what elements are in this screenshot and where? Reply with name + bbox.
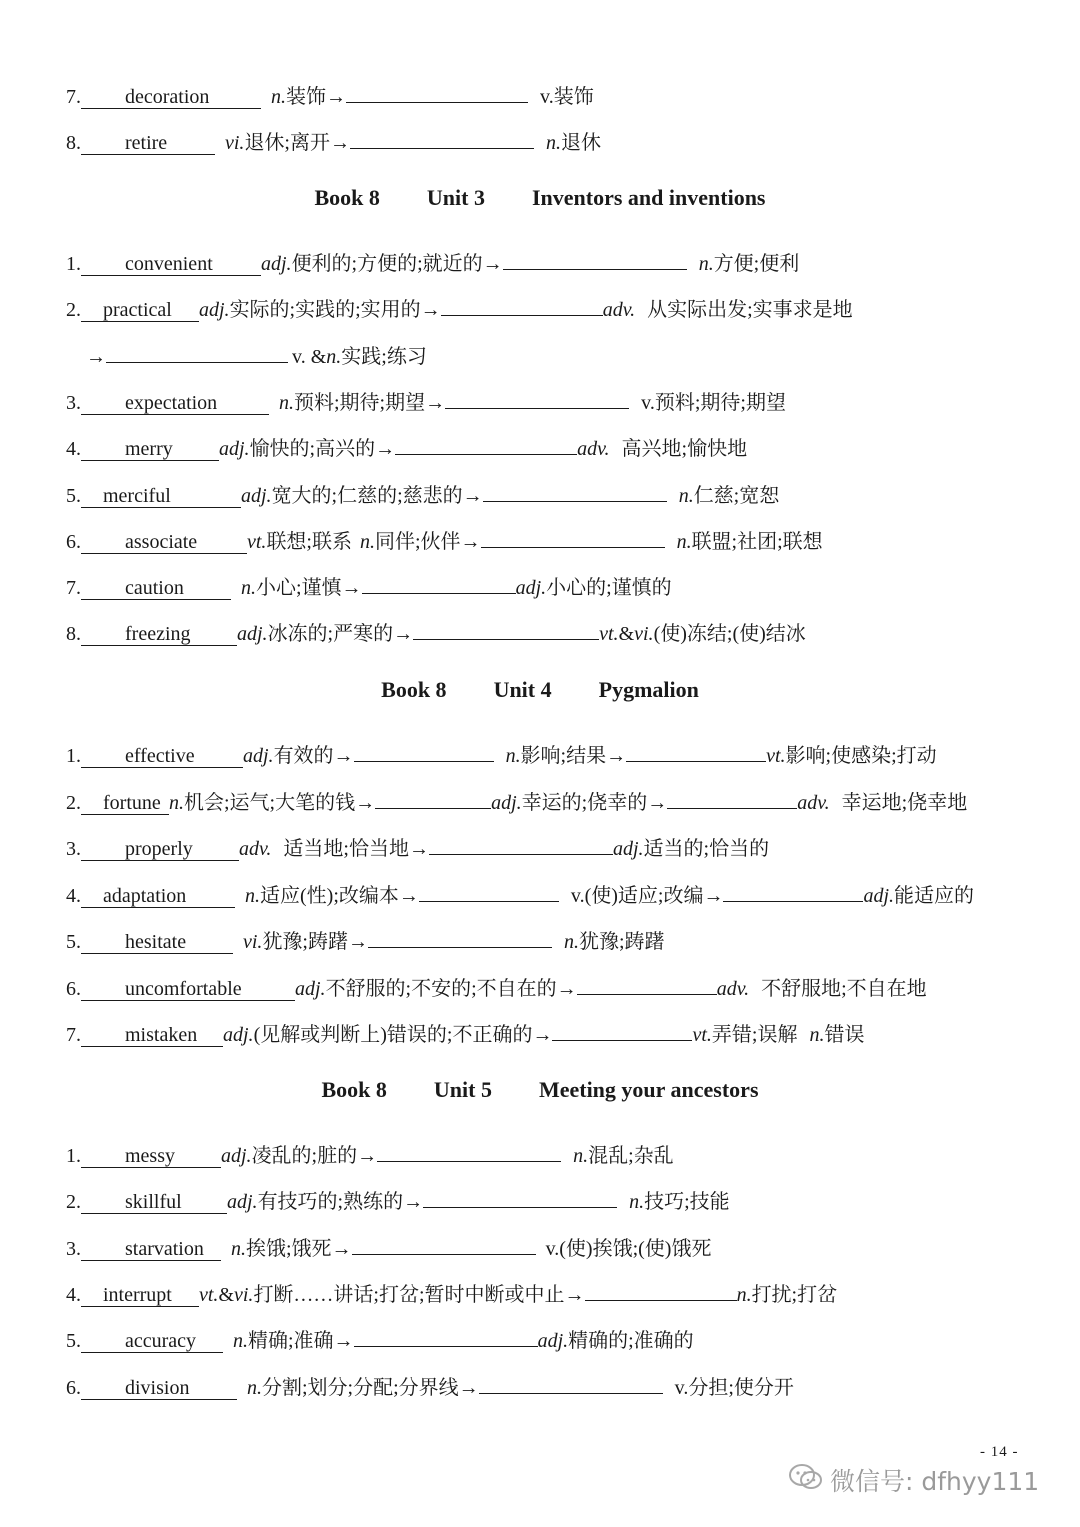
- part-of-speech: vt.: [199, 1284, 219, 1306]
- wechat-icon: [788, 1462, 824, 1498]
- definition: 冰冻的;严寒的→: [267, 623, 414, 645]
- item-number: 2.: [66, 1191, 81, 1213]
- answer-word: retire: [81, 133, 215, 155]
- part-of-speech: adj.: [295, 978, 326, 1000]
- part-of-speech: adv.: [577, 438, 610, 460]
- definition: 从实际出发;实事求是地: [647, 299, 853, 321]
- definition: 联想;联系: [266, 531, 352, 553]
- answer-blank[interactable]: [429, 836, 613, 855]
- vocab-item: [66, 925, 665, 954]
- definition: 联盟;社团;联想: [691, 531, 823, 553]
- answer-blank[interactable]: [413, 621, 599, 640]
- unit-heading: Book 8 Unit 4 Pygmalion: [381, 677, 699, 702]
- answer-blank[interactable]: [395, 436, 577, 455]
- definition: 弄错;误解: [711, 1024, 798, 1046]
- vocab-item: [66, 247, 799, 276]
- definition: 高兴地;愉快地: [621, 438, 748, 460]
- definition: 机会;运气;大笔的钱→: [184, 792, 376, 814]
- answer-blank[interactable]: [375, 790, 491, 809]
- definition: (使)冻结;(使)结冰: [653, 623, 806, 645]
- item-number: 7.: [66, 86, 81, 108]
- item-number: 2.: [66, 299, 81, 321]
- definition: 实际的;实践的;实用的→: [229, 299, 441, 321]
- definition: v.(使)挨饿;(使)饿死: [545, 1238, 712, 1260]
- definition: (见解或判断上)错误的;不正确的→: [253, 1024, 553, 1046]
- answer-blank[interactable]: [479, 1375, 663, 1394]
- item-number: 8.: [66, 132, 81, 154]
- vocab-item: [66, 525, 823, 554]
- part-of-speech: n.: [247, 1377, 262, 1399]
- definition: 宽大的;仁慈的;慈悲的→: [271, 485, 483, 507]
- part-of-speech: vt.: [692, 1024, 712, 1046]
- part-of-speech: adj.: [221, 1145, 252, 1167]
- item-number: 5.: [66, 485, 81, 507]
- definition: 适应(性);改编本→: [260, 885, 419, 907]
- vocab-item: [66, 1185, 730, 1214]
- definition: 影响;使感染;打动: [785, 745, 937, 767]
- definition: 犹豫;踌躇: [579, 931, 665, 953]
- answer-word: adaptation: [81, 886, 235, 908]
- vocab-item: [66, 1232, 711, 1261]
- answer-word: skillful: [81, 1192, 227, 1214]
- part-of-speech: n.: [564, 931, 579, 953]
- answer-blank[interactable]: [503, 251, 687, 270]
- answer-word: division: [81, 1378, 237, 1400]
- definition: 适当的;恰当的: [643, 838, 770, 860]
- answer-blank[interactable]: [423, 1189, 617, 1208]
- vocab-item: [66, 617, 806, 646]
- vocab-item: [66, 786, 967, 815]
- answer-blank[interactable]: [350, 130, 534, 149]
- definition: 仁慈;宽恕: [693, 485, 780, 507]
- vocab-item: [66, 293, 853, 322]
- part-of-speech: adj.: [199, 299, 230, 321]
- part-of-speech: vi.: [243, 931, 263, 953]
- part-of-speech: adj.: [219, 438, 250, 460]
- part-of-speech: adj.: [241, 485, 272, 507]
- answer-word: convenient: [81, 254, 261, 276]
- item-number: 4.: [66, 1284, 81, 1306]
- definition: v. &: [292, 346, 327, 368]
- part-of-speech: adj.: [612, 838, 644, 860]
- vocab-item: [66, 126, 601, 155]
- definition: v.(使)适应;改编→: [570, 885, 724, 907]
- item-number: 6.: [66, 978, 81, 1000]
- part-of-speech: n.: [505, 745, 521, 767]
- answer-word: associate: [81, 532, 247, 554]
- definition: v.分担;使分开: [674, 1377, 794, 1399]
- part-of-speech: n.: [698, 253, 714, 275]
- answer-blank[interactable]: [346, 84, 528, 103]
- vocab-item: [66, 972, 927, 1001]
- definition: 小心;谨慎→: [256, 577, 362, 599]
- part-of-speech: adj.: [491, 792, 522, 814]
- answer-blank[interactable]: [354, 1328, 538, 1347]
- part-of-speech: n.: [809, 1024, 825, 1046]
- part-of-speech: adv.: [716, 978, 750, 1000]
- answer-blank[interactable]: [106, 344, 288, 363]
- part-of-speech: vt.: [766, 745, 786, 767]
- item-number: 1.: [66, 1145, 81, 1167]
- definition: 便利的;方便的;就近的→: [291, 253, 503, 275]
- answer-blank[interactable]: [377, 1143, 561, 1162]
- vocab-item: [66, 1324, 694, 1353]
- part-of-speech: vi.: [634, 623, 654, 645]
- answer-blank[interactable]: [441, 297, 603, 316]
- answer-blank[interactable]: [723, 883, 863, 902]
- answer-blank[interactable]: [445, 390, 629, 409]
- item-number: 8.: [66, 623, 81, 645]
- definition: 犹豫;踌躇→: [262, 931, 368, 953]
- definition: 预料;期待;期望→: [294, 392, 446, 414]
- definition: &: [218, 1284, 234, 1306]
- vocab-item: [66, 832, 769, 861]
- item-number: 1.: [66, 745, 81, 767]
- part-of-speech: adv.: [239, 838, 272, 860]
- answer-word: accuracy: [81, 1331, 223, 1353]
- definition: 不舒服地;不自在地: [761, 978, 927, 1000]
- definition: 凌乱的;脏的→: [251, 1145, 378, 1167]
- definition: 能适应的: [894, 885, 975, 907]
- item-number: 5.: [66, 1330, 81, 1352]
- answer-blank[interactable]: [585, 1282, 737, 1301]
- part-of-speech: n.: [678, 485, 694, 507]
- part-of-speech: n.: [271, 86, 286, 108]
- part-of-speech: adj.: [237, 623, 268, 645]
- answer-word: mistaken: [81, 1025, 223, 1047]
- vocab-item: [66, 479, 779, 508]
- part-of-speech: adj.: [537, 1330, 569, 1352]
- definition: 打扰;打岔: [751, 1284, 838, 1306]
- part-of-speech: vi.: [225, 132, 245, 154]
- vocab-item-continuation: [86, 340, 427, 369]
- definition: 退休;离开→: [244, 132, 350, 154]
- part-of-speech: adv.: [797, 792, 830, 814]
- answer-word: interrupt: [81, 1285, 199, 1307]
- part-of-speech: n.: [546, 132, 561, 154]
- item-number: 1.: [66, 253, 81, 275]
- item-number: 3.: [66, 392, 81, 414]
- item-number: 6.: [66, 1377, 81, 1399]
- definition: 影响;结果→: [520, 745, 627, 767]
- vocab-item: [66, 1018, 864, 1047]
- definition: 不舒服的;不安的;不自在的→: [325, 978, 577, 1000]
- answer-blank[interactable]: [354, 743, 494, 762]
- item-number: 4.: [66, 885, 81, 907]
- answer-word: decoration: [81, 87, 261, 109]
- vocab-item: [66, 739, 937, 768]
- vocab-item: [66, 1278, 837, 1307]
- part-of-speech: n.: [245, 885, 260, 907]
- definition: 错误: [824, 1024, 865, 1046]
- item-number: 2.: [66, 792, 81, 814]
- definition: 小心的;谨慎的: [546, 577, 672, 599]
- part-of-speech: vt.: [599, 623, 619, 645]
- part-of-speech: n.: [233, 1330, 248, 1352]
- page-number: - 14 -: [980, 1444, 1019, 1460]
- part-of-speech: n.: [169, 792, 184, 814]
- answer-word: freezing: [81, 624, 237, 646]
- arrow: →: [86, 346, 106, 368]
- definition: 分割;划分;分配;分界线→: [262, 1377, 479, 1399]
- part-of-speech: n.: [676, 531, 692, 553]
- part-of-speech: n.: [573, 1145, 589, 1167]
- definition: 幸运的;侥幸的→: [521, 792, 668, 814]
- part-of-speech: n.: [326, 346, 342, 368]
- part-of-speech: adj.: [223, 1024, 254, 1046]
- unit-heading: Book 8 Unit 5 Meeting your ancestors: [321, 1077, 759, 1102]
- part-of-speech: n.: [279, 392, 294, 414]
- unit-heading: Book 8 Unit 3 Inventors and inventions: [314, 185, 766, 210]
- answer-word: effective: [81, 746, 243, 768]
- vocab-item: [66, 1139, 674, 1168]
- definition: 方便;便利: [713, 253, 800, 275]
- definition: 打断……讲话;打岔;暂时中断或中止→: [253, 1284, 585, 1306]
- answer-blank[interactable]: [419, 883, 559, 902]
- part-of-speech: adj.: [227, 1191, 258, 1213]
- part-of-speech: adj.: [243, 745, 274, 767]
- vocab-item: [66, 386, 786, 415]
- answer-word: properly: [81, 839, 239, 861]
- vocab-item: [66, 571, 672, 600]
- part-of-speech: vt.: [247, 531, 267, 553]
- answer-word: starvation: [81, 1239, 221, 1261]
- part-of-speech: n.: [629, 1191, 645, 1213]
- definition: 退休: [561, 132, 601, 154]
- answer-word: caution: [81, 578, 231, 600]
- vocab-item: [66, 879, 974, 908]
- answer-blank[interactable]: [577, 976, 717, 995]
- definition: 精确的;准确的: [568, 1330, 694, 1352]
- item-number: 7.: [66, 1024, 81, 1046]
- item-number: 3.: [66, 838, 81, 860]
- answer-word: practical: [81, 300, 199, 322]
- definition: 精确;准确→: [248, 1330, 354, 1352]
- definition: 挨饿;饿死→: [246, 1238, 352, 1260]
- item-number: 5.: [66, 931, 81, 953]
- answer-blank[interactable]: [352, 1236, 536, 1255]
- part-of-speech: n.: [231, 1238, 246, 1260]
- part-of-speech: vi.: [234, 1284, 254, 1306]
- answer-blank[interactable]: [368, 929, 552, 948]
- part-of-speech: n.: [736, 1284, 752, 1306]
- answer-word: messy: [81, 1146, 221, 1168]
- definition: 有效的→: [273, 745, 354, 767]
- answer-word: expectation: [81, 393, 269, 415]
- definition: 愉快的;高兴的→: [249, 438, 396, 460]
- item-number: 6.: [66, 531, 81, 553]
- part-of-speech: adj.: [863, 885, 895, 907]
- definition: 幸运地;侥幸地: [841, 792, 968, 814]
- answer-word: merry: [81, 439, 219, 461]
- answer-blank[interactable]: [481, 529, 665, 548]
- definition: 混乱;杂乱: [588, 1145, 674, 1167]
- item-number: 4.: [66, 438, 81, 460]
- answer-blank[interactable]: [552, 1022, 692, 1041]
- item-number: 7.: [66, 577, 81, 599]
- part-of-speech: adj.: [515, 577, 547, 599]
- definition: v.装饰: [540, 86, 594, 108]
- part-of-speech: n.: [241, 577, 256, 599]
- answer-blank[interactable]: [362, 575, 516, 594]
- vocab-item: [66, 1371, 794, 1400]
- item-number: 3.: [66, 1238, 81, 1260]
- answer-word: uncomfortable: [81, 979, 295, 1001]
- vocab-item: [66, 80, 594, 109]
- vocab-item: [66, 432, 747, 461]
- answer-blank[interactable]: [667, 790, 797, 809]
- definition: 实践;练习: [341, 346, 427, 368]
- definition: 装饰→: [286, 86, 346, 108]
- answer-word: fortune: [81, 793, 169, 815]
- answer-blank[interactable]: [626, 743, 766, 762]
- watermark-text: 微信号: dfhyy111: [830, 1467, 1040, 1496]
- definition: &: [618, 623, 635, 645]
- definition: 同伴;伙伴→: [375, 531, 481, 553]
- watermark: [788, 1460, 1058, 1500]
- answer-word: merciful: [81, 486, 241, 508]
- part-of-speech: adv.: [602, 299, 636, 321]
- part-of-speech: n.: [360, 531, 375, 553]
- definition: 有技巧的;熟练的→: [257, 1191, 424, 1213]
- definition: 适当地;恰当地→: [283, 838, 429, 860]
- definition: v.预料;期待;期望: [641, 392, 786, 414]
- answer-word: hesitate: [81, 932, 233, 954]
- definition: 技巧;技能: [644, 1191, 730, 1213]
- answer-blank[interactable]: [483, 483, 667, 502]
- part-of-speech: adj.: [261, 253, 292, 275]
